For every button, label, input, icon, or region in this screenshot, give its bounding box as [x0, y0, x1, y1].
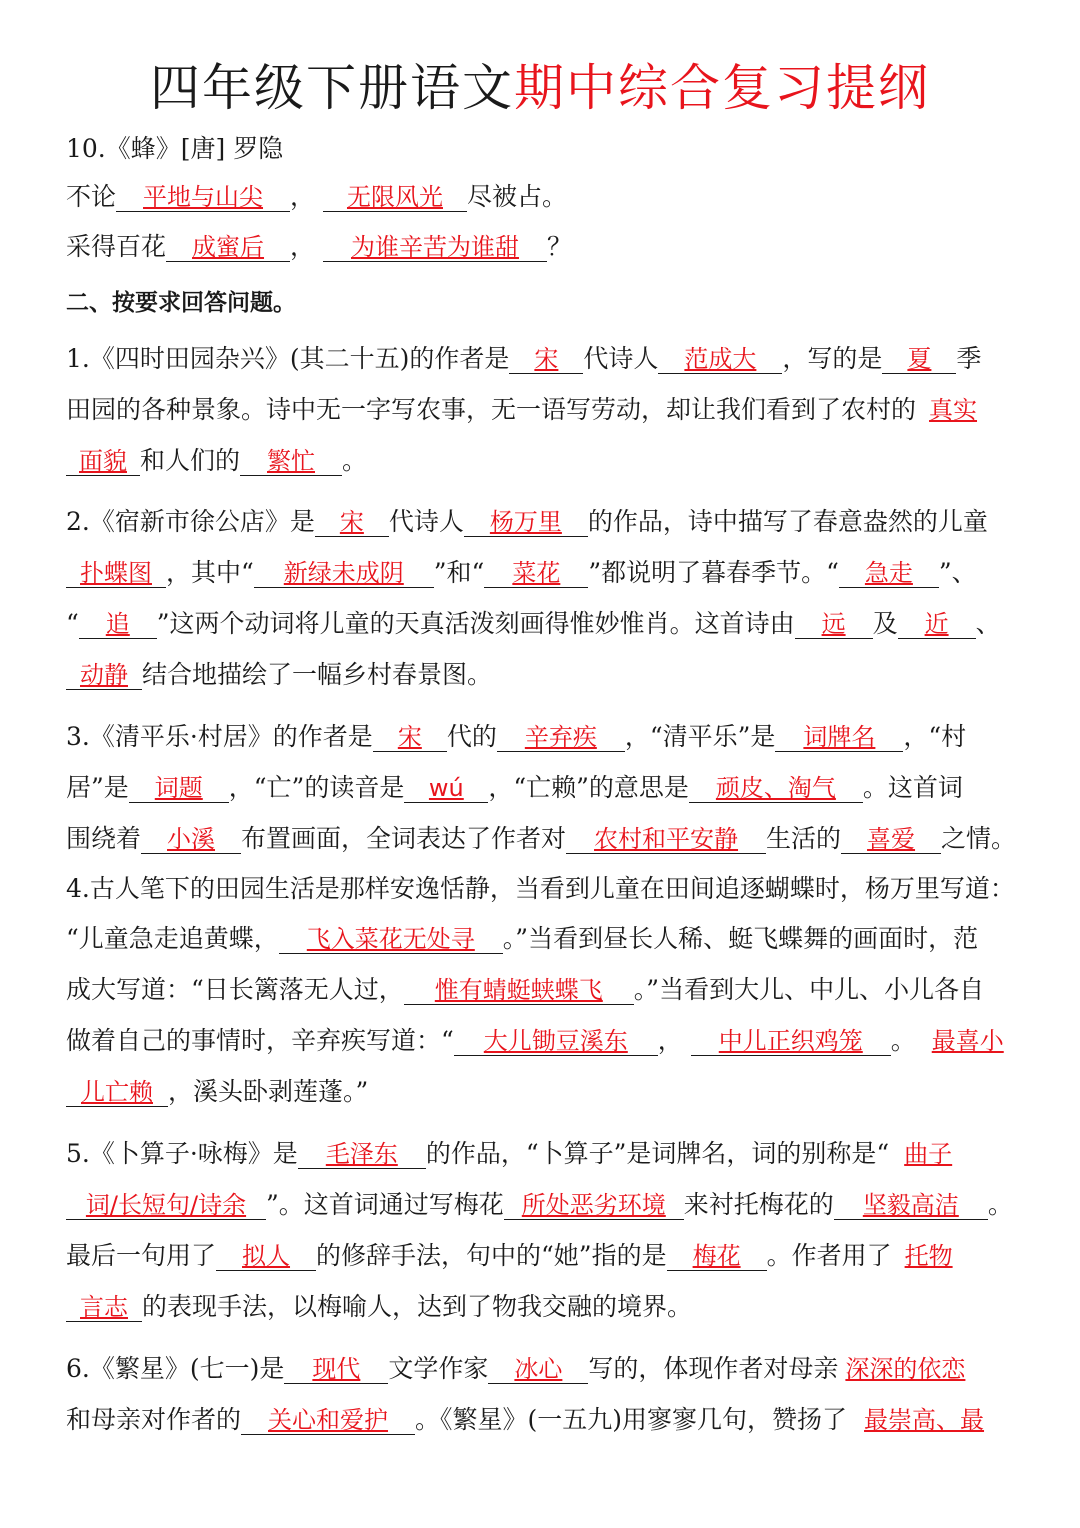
- answer-text: 夏: [907, 345, 932, 373]
- answer-blank: [795, 610, 873, 639]
- answer-blank: [216, 1242, 316, 1271]
- question-text: ，写的是: [782, 344, 883, 373]
- answer-text: 大儿锄豆溪东: [483, 1027, 628, 1055]
- question-text: 的作品，“卜算子”是词牌名，词的别称是“: [425, 1139, 890, 1168]
- question-text: 代诗人: [583, 344, 659, 373]
- answer-text: 冰心: [514, 1355, 563, 1383]
- q5-line-3: [66, 1239, 1016, 1273]
- answer-text: 杨万里: [489, 508, 562, 536]
- answer-blank: [66, 447, 140, 476]
- q4-line-1: 4.古人笔下的田园生活是那样安逸恬静，当看到儿童在田间追逐蝴蝶时，杨万里写道：: [66, 874, 1015, 903]
- answer-blank: [323, 233, 547, 262]
- answer-blank: [66, 661, 142, 690]
- answer-blank: [66, 1191, 266, 1220]
- question-text: ，“清平乐”是: [624, 722, 776, 751]
- answer-blank: [116, 183, 290, 212]
- question-text: 布置画面，全词表达了作者对: [241, 824, 567, 853]
- question-text: ，溪头卧剥莲蓬。”: [168, 1077, 369, 1106]
- answer-text: 词题: [154, 774, 203, 802]
- question-text: 尽被占。: [466, 182, 567, 211]
- answer-blank: [892, 1242, 966, 1270]
- answer-blank: [323, 183, 467, 212]
- question-text: “: [66, 609, 79, 638]
- q3-line-1: [66, 720, 1016, 754]
- question-text: 和母亲对作者的: [66, 1405, 242, 1434]
- question-text: 。: [987, 1190, 1013, 1219]
- answer-text: 最崇高、最: [864, 1406, 985, 1434]
- answer-text: 拟人: [242, 1242, 291, 1270]
- question-text: 代诗人: [388, 507, 464, 536]
- answer-text: 无限风光: [346, 183, 443, 211]
- answer-blank: [241, 1406, 415, 1435]
- question-text: “儿童急走追黄蝶，: [66, 924, 279, 953]
- q2-line-4: [66, 658, 1016, 692]
- answer-blank: [839, 559, 939, 588]
- answer-text: 坚毅高洁: [862, 1191, 959, 1219]
- question-text: ，: [290, 232, 316, 261]
- question-text: 。”当看到大儿、中儿、小儿各自: [633, 975, 985, 1004]
- question-text: 居”是: [66, 773, 129, 802]
- answer-blank: [838, 1355, 972, 1383]
- question-text: ，: [657, 1026, 683, 1055]
- answer-text: 农村和平安静: [594, 825, 739, 853]
- page-title: [0, 56, 1080, 120]
- question-text: 生活的: [766, 824, 842, 853]
- answer-blank: [566, 825, 766, 854]
- question-text: 的作品，诗中描写了春意盎然的儿童: [587, 507, 988, 536]
- answer-blank: [141, 825, 241, 854]
- question-text: 不论: [66, 182, 117, 211]
- q2-line-3: [66, 607, 1016, 641]
- answer-blank: [898, 610, 976, 639]
- answer-blank: [454, 1027, 658, 1056]
- answer-blank: [240, 447, 342, 476]
- answer-text: 关心和爱护: [268, 1406, 389, 1434]
- poem-heading: 10.《蜂》[唐] 罗隐: [66, 134, 284, 163]
- answer-blank: [497, 723, 625, 752]
- answer-blank: [315, 508, 389, 537]
- question-text: ”都说明了暮春季节。“: [588, 558, 839, 587]
- answer-text: 宋: [339, 508, 364, 536]
- answer-text: 梅花: [692, 1242, 741, 1270]
- answer-blank: [667, 1242, 767, 1271]
- question-text: ，: [290, 182, 316, 211]
- answer-blank: [254, 559, 434, 588]
- answer-blank: [882, 345, 956, 374]
- answer-text: 毛泽东: [325, 1140, 398, 1168]
- answer-text: 喜爱: [867, 825, 916, 853]
- answer-text: 宋: [397, 723, 422, 751]
- question-text: 之情。: [941, 824, 1017, 853]
- answer-text: 远: [821, 610, 846, 638]
- answer-blank: [298, 1140, 426, 1169]
- q4-line-4: [66, 1024, 1016, 1058]
- title-black: 四年级下册语文: [150, 59, 514, 117]
- answer-text: 顽皮、淘气: [715, 774, 836, 802]
- answer-blank: [373, 723, 447, 752]
- answer-text: 扑蝶图: [80, 559, 152, 587]
- answer-blank: [66, 559, 166, 588]
- question-text: 成大写道：“日长篱落无人过，: [66, 975, 404, 1004]
- question-text: 季: [956, 344, 982, 373]
- answer-text: 新绿未成阴: [283, 559, 404, 587]
- answer-text: 范成大: [684, 345, 757, 373]
- question-text: 。: [342, 446, 368, 475]
- answer-blank: [404, 774, 488, 803]
- q5-line-4: [66, 1290, 1016, 1324]
- question-text: 结合地描绘了一幅乡村春景图。: [142, 660, 493, 689]
- answer-blank: [129, 774, 229, 803]
- answer-blank: [689, 774, 863, 803]
- question-text: ”、: [938, 558, 977, 587]
- question-text: 写的，体现作者对母亲: [588, 1354, 839, 1383]
- answer-text: 小溪: [167, 825, 216, 853]
- answer-text: wú: [428, 774, 464, 802]
- poem-line-1: [66, 180, 1016, 214]
- answer-text: 为谁辛苦为谁甜: [350, 233, 519, 261]
- q1-line-2: [66, 393, 1016, 427]
- answer-text: 平地与山尖: [143, 183, 264, 211]
- answer-blank: [66, 1293, 142, 1322]
- question-text: 。作者用了: [766, 1241, 892, 1270]
- answer-text: 托物: [904, 1242, 953, 1270]
- q6-line-1: [66, 1352, 1016, 1386]
- answer-text: 曲子: [904, 1140, 953, 1168]
- answer-text: 词牌名: [803, 723, 876, 751]
- question-text: 代的: [446, 722, 497, 751]
- q4-line-2: [66, 922, 1016, 956]
- question-text: ？: [546, 232, 572, 261]
- answer-blank: [924, 1027, 1012, 1055]
- answer-text: 儿亡赖: [81, 1078, 153, 1106]
- question-text: ”这两个动词将儿童的天真活泼刻画得惟妙惟肖。这首诗由: [156, 609, 795, 638]
- answer-text: 深深的依恋: [845, 1355, 966, 1383]
- answer-blank: [509, 345, 583, 374]
- question-text: 、: [975, 609, 1001, 638]
- answer-text: 飞入菜花无处寻: [306, 925, 475, 953]
- answer-blank: [916, 396, 990, 424]
- answer-text: 追: [105, 610, 130, 638]
- question-text: 5.《卜算子·咏梅》是: [66, 1139, 298, 1168]
- question-text: ”和“: [433, 558, 485, 587]
- question-text: 1.《四时田园杂兴》(其二十五)的作者是: [66, 344, 510, 373]
- answer-text: 急走: [864, 559, 913, 587]
- q3-line-3: [66, 822, 1016, 856]
- answer-text: 近: [924, 610, 949, 638]
- answer-blank: [279, 925, 503, 954]
- answer-blank: [775, 723, 903, 752]
- q1-line-3: [66, 444, 1016, 478]
- answer-text: 宋: [534, 345, 559, 373]
- question-text: ，“亡赖”的意思是: [488, 773, 689, 802]
- q1-line-1: [66, 342, 1016, 376]
- question-text: 田园的各种景象。诗中无一字写农事，无一语写劳动，却让我们看到了农村的: [66, 395, 917, 424]
- answer-blank: [691, 1027, 891, 1056]
- question-text: 。这首词: [862, 773, 963, 802]
- answer-blank: [834, 1191, 988, 1220]
- answer-text: 菜花: [512, 559, 561, 587]
- question-text: 文学作家: [388, 1354, 489, 1383]
- answer-text: 繁忙: [267, 447, 316, 475]
- q6-line-2: [66, 1403, 1016, 1437]
- question-text: 。《繁星》(一五九)用寥寥几句，赞扬了: [415, 1405, 848, 1434]
- q2-line-2: [66, 556, 1016, 590]
- answer-text: 动静: [80, 661, 128, 689]
- answer-blank: [889, 1140, 967, 1168]
- question-text: 做着自己的事情时，辛弃疾写道：“: [66, 1026, 454, 1055]
- answer-text: 惟有蜻蜓蛱蝶飞: [434, 976, 603, 1004]
- answer-blank: [404, 976, 634, 1005]
- answer-text: 成蜜后: [192, 233, 265, 261]
- answer-blank: [166, 233, 290, 262]
- answer-blank: [488, 1355, 588, 1384]
- question-text: ，“村: [903, 722, 967, 751]
- question-text: 的表现手法，以梅喻人，达到了物我交融的境界。: [142, 1292, 693, 1321]
- question-text: 最后一句用了: [66, 1241, 217, 1270]
- answer-text: 面貌: [79, 447, 127, 475]
- question-text: 。”当看到昼长人稀、蜓飞蝶舞的画面时，范: [502, 924, 979, 953]
- answer-text: 辛弃疾: [524, 723, 597, 751]
- question-text: 来衬托梅花的: [683, 1190, 834, 1219]
- question-text: 和人们的: [140, 446, 241, 475]
- q4-line-5: [66, 1075, 1016, 1109]
- poem-line-2: [66, 230, 1016, 264]
- answer-text: 词/长短句/诗余: [85, 1191, 247, 1219]
- answer-blank: [841, 825, 941, 854]
- section-title: 二、按要求回答问题。: [66, 290, 296, 316]
- question-text: ，“亡”的读音是: [228, 773, 405, 802]
- question-text: 围绕着: [66, 824, 142, 853]
- question-text: 采得百花: [66, 232, 167, 261]
- answer-blank: [847, 1406, 1001, 1434]
- q5-line-2: [66, 1188, 1016, 1222]
- question-text: ”。这首词通过写梅花: [266, 1190, 504, 1219]
- answer-blank: [484, 559, 588, 588]
- answer-text: 言志: [80, 1293, 128, 1321]
- q5-line-1: [66, 1137, 1016, 1171]
- question-text: ，其中“: [166, 558, 254, 587]
- answer-blank: [658, 345, 782, 374]
- question-text: 。: [890, 1026, 916, 1055]
- answer-text: 最喜小: [931, 1027, 1004, 1055]
- answer-blank: [504, 1191, 684, 1220]
- answer-text: 中儿正织鸡笼: [718, 1027, 863, 1055]
- question-text: 2.《宿新市徐公店》是: [66, 507, 315, 536]
- q3-line-2: [66, 771, 1016, 805]
- question-text: 3.《清平乐·村居》的作者是: [66, 722, 373, 751]
- answer-blank: [66, 1078, 168, 1107]
- answer-text: 现代: [312, 1355, 361, 1383]
- question-text: 6.《繁星》(七一)是: [66, 1354, 285, 1383]
- question-text: 的修辞手法，句中的“她”指的是: [316, 1241, 667, 1270]
- answer-blank: [79, 610, 157, 639]
- answer-text: 真实: [929, 396, 978, 424]
- answer-text: 所处恶劣环境: [521, 1191, 666, 1219]
- question-text: 及: [872, 609, 898, 638]
- q4-line-3: [66, 973, 1016, 1007]
- title-red: 期中综合复习提纲: [514, 59, 930, 117]
- answer-blank: [284, 1355, 388, 1384]
- q2-line-1: [66, 505, 1016, 539]
- answer-blank: [464, 508, 588, 537]
